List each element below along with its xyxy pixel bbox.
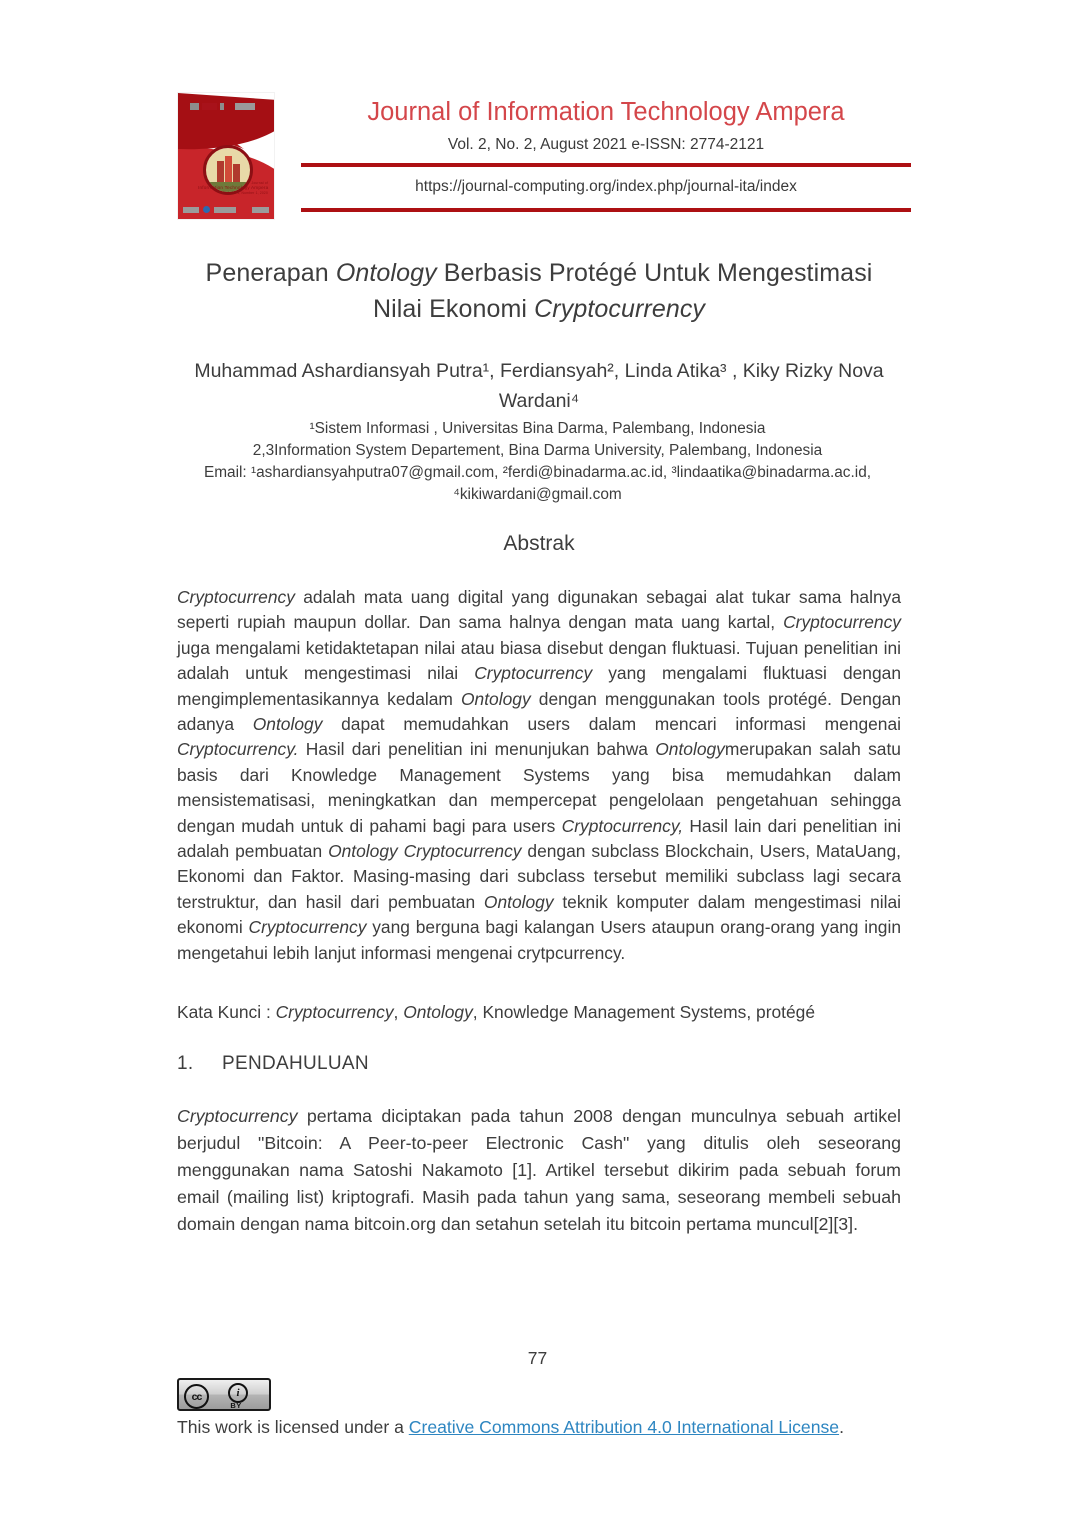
masthead-rule-bottom bbox=[301, 208, 911, 212]
section-term: Cryptocurrency bbox=[177, 1106, 298, 1126]
title-part-italic: Cryptocurrency bbox=[534, 294, 706, 323]
journal-url: https://journal-computing.org/index.php/journal-ita/index bbox=[415, 178, 797, 196]
logo-bar-segment bbox=[183, 207, 199, 213]
abstract-text: merupakan salah satu basis dari Knowledge Management Systems yang bisa memudahkan dalam mensistematisasi, meningkatkan dan mempercepat pengelolaan pengetahuan sehingga dengan mudah untuk di pahami bagi para users bbox=[177, 739, 901, 836]
abstract-text: yang mengalami fluktuasi dengan mengimplementasikannya kedalam bbox=[177, 663, 901, 709]
abstract-text: teknik komputer dalam mengestimasi nilai ekonomi bbox=[177, 891, 901, 938]
title-part: Nilai Ekonomi bbox=[372, 294, 535, 323]
email-line-1: Email: ¹ashardiansyahputra07@gmail.com, ²ferdi@binadarma.ac.id, ³lindaatika@binadarma.ac.id, bbox=[203, 463, 872, 481]
logo-bar-segment bbox=[252, 207, 269, 213]
abstract-term: Ontology bbox=[655, 739, 725, 760]
logo-bar-segment bbox=[235, 103, 255, 110]
journal-title: Journal of Information Technology Ampera bbox=[367, 98, 845, 126]
author-list bbox=[177, 357, 901, 416]
logo-bar-segment bbox=[220, 103, 224, 110]
abstract-text: Hasil dari penelitian ini menunjukan bahwa bbox=[298, 739, 656, 760]
title-part-italic: Ontology bbox=[335, 259, 437, 287]
abstract-body bbox=[177, 585, 901, 966]
journal-masthead bbox=[177, 92, 911, 224]
logo-cover-line-1: Journal of bbox=[251, 181, 268, 185]
keywords-label: Kata Kunci : bbox=[177, 1002, 276, 1022]
page-title bbox=[177, 256, 901, 327]
keywords-line bbox=[177, 1000, 901, 1025]
abstract-term: Ontology bbox=[252, 714, 323, 735]
logo-cover-line-3: Volume 1, Number 1, 2020 bbox=[223, 190, 268, 195]
cc-by-label: BY bbox=[230, 1401, 242, 1410]
keyword-item: Cryptocurrency bbox=[275, 1002, 394, 1022]
author-line-2: Wardani⁴ bbox=[498, 389, 580, 412]
affiliation-block bbox=[150, 418, 925, 506]
abstract-term: Ontology bbox=[461, 688, 531, 709]
license-prefix: This work is licensed under a bbox=[177, 1417, 409, 1437]
affiliation-1: ¹Sistem Informasi , Universitas Bina Darma, Palembang, Indonesia bbox=[309, 420, 766, 437]
keyword-item: Ontology bbox=[403, 1002, 473, 1022]
keywords-separator: , bbox=[393, 1002, 404, 1022]
logo-top-bar bbox=[190, 102, 264, 111]
author-line-1: Muhammad Ashardiansyah Putra¹, Ferdiansyah², Linda Atika³ , Kiky Rizky Nova bbox=[194, 360, 884, 382]
logo-cover-text bbox=[198, 181, 268, 195]
cc-circle-icon: cc bbox=[184, 1384, 209, 1409]
license-link[interactable]: Creative Commons Attribution 4.0 International License bbox=[408, 1417, 840, 1437]
keywords-rest: , Knowledge Management Systems, protégé bbox=[472, 1002, 816, 1022]
abstract-term: Cryptocurrency bbox=[783, 612, 901, 633]
section-title: PENDAHULUAN bbox=[222, 1053, 369, 1074]
title-part: Berbasis Protégé Untuk Mengestimasi bbox=[436, 259, 873, 287]
logo-seal-pillar bbox=[225, 156, 232, 182]
abstract-heading: Abstrak bbox=[503, 532, 575, 555]
section-body-pendahuluan bbox=[177, 1103, 901, 1238]
abstract-text: dengan menggunakan tools protégé. Dengan adanya bbox=[177, 688, 901, 735]
section-number: 1. bbox=[177, 1053, 194, 1074]
abstract-term: Cryptocurrency bbox=[177, 587, 295, 607]
masthead-text-block bbox=[301, 92, 911, 212]
abstract-text: adalah mata uang digital yang digunakan sebagai alat tukar sama halnya seperti rupiah maupun dollar. Dan sama halnya dengan mata uang kartal, bbox=[177, 587, 901, 633]
logo-cover-line-2: Information Technology Ampera bbox=[198, 185, 269, 191]
abstract-text: dengan subclass Blockchain, Users, MataUang, Ekonomi dan Faktor. Masing-masing dari subclass tersebut memiliki subclass lagi secara terstruktur, dan hasil dari pembuatan bbox=[177, 841, 901, 912]
email-line-2: ⁴kikiwardani@gmail.com bbox=[453, 485, 622, 503]
abstract-text: Hasil lain dari penelitian ini adalah pembuatan bbox=[177, 815, 902, 862]
abstract-term: Ontology bbox=[483, 891, 554, 912]
journal-cover-logo bbox=[177, 92, 275, 220]
page-number: 77 bbox=[527, 1348, 548, 1368]
abstract-term: Cryptocurrency bbox=[474, 663, 593, 684]
logo-partner-dot-icon bbox=[203, 206, 210, 213]
logo-bar-segment bbox=[190, 103, 199, 110]
license-statement bbox=[177, 1417, 937, 1438]
abstract-text: dapat memudahkan users dalam mencari informasi mengenai bbox=[322, 714, 901, 735]
journal-issue-line: Vol. 2, No. 2, August 2021 e-ISSN: 2774-2121 bbox=[447, 136, 765, 154]
affiliation-2: 2,3Information System Departement, Bina Darma University, Palembang, Indonesia bbox=[252, 441, 823, 459]
abstract-term: Cryptocurrency bbox=[248, 917, 367, 938]
logo-seal-pillar bbox=[217, 161, 224, 182]
section-text: pertama diciptakan pada tahun 2008 dengan munculnya sebuah artikel berjudul "Bitcoin: A Peer-to-peer Electronic Cash" yang ditulis oleh seseorang menggunakan nama Satoshi Nakamoto [1]. Artikel tersebut dikirim pada sebuah forum email (mailing list) kriptografi. Masih pada tahun yang sama, seseorang membeli sebuah domain dengan nama bitcoin.org dan setahun setelah itu bitcoin pertama muncul[2][3]. bbox=[177, 1106, 901, 1235]
abstract-text: yang berguna bagi kalangan Users ataupun orang-orang yang ingin mengetahui lebih lanjut informasi mengenai crytpcurrency. bbox=[177, 917, 901, 963]
logo-bar-segment bbox=[202, 103, 217, 110]
abstract-term: Cryptocurrency, bbox=[561, 815, 684, 836]
license-suffix: . bbox=[839, 1417, 844, 1437]
abstract-text: juga mengalami ketidaktetapan nilai atau biasa disebut dengan fluktuasi. Tujuan penelitian ini adalah untuk mengestimasi nilai bbox=[177, 637, 901, 684]
logo-bar-segment bbox=[214, 207, 236, 213]
logo-bottom-bar bbox=[183, 205, 269, 214]
abstract-term: Ontology Cryptocurrency bbox=[328, 841, 522, 862]
creative-commons-badge-icon bbox=[177, 1378, 271, 1411]
logo-seal-pillar bbox=[233, 164, 240, 182]
attribution-person-icon: i bbox=[228, 1383, 248, 1403]
title-part: Penerapan bbox=[205, 259, 336, 287]
abstract-term: Cryptocurrency. bbox=[177, 739, 299, 760]
section-heading-pendahuluan bbox=[177, 1053, 901, 1075]
